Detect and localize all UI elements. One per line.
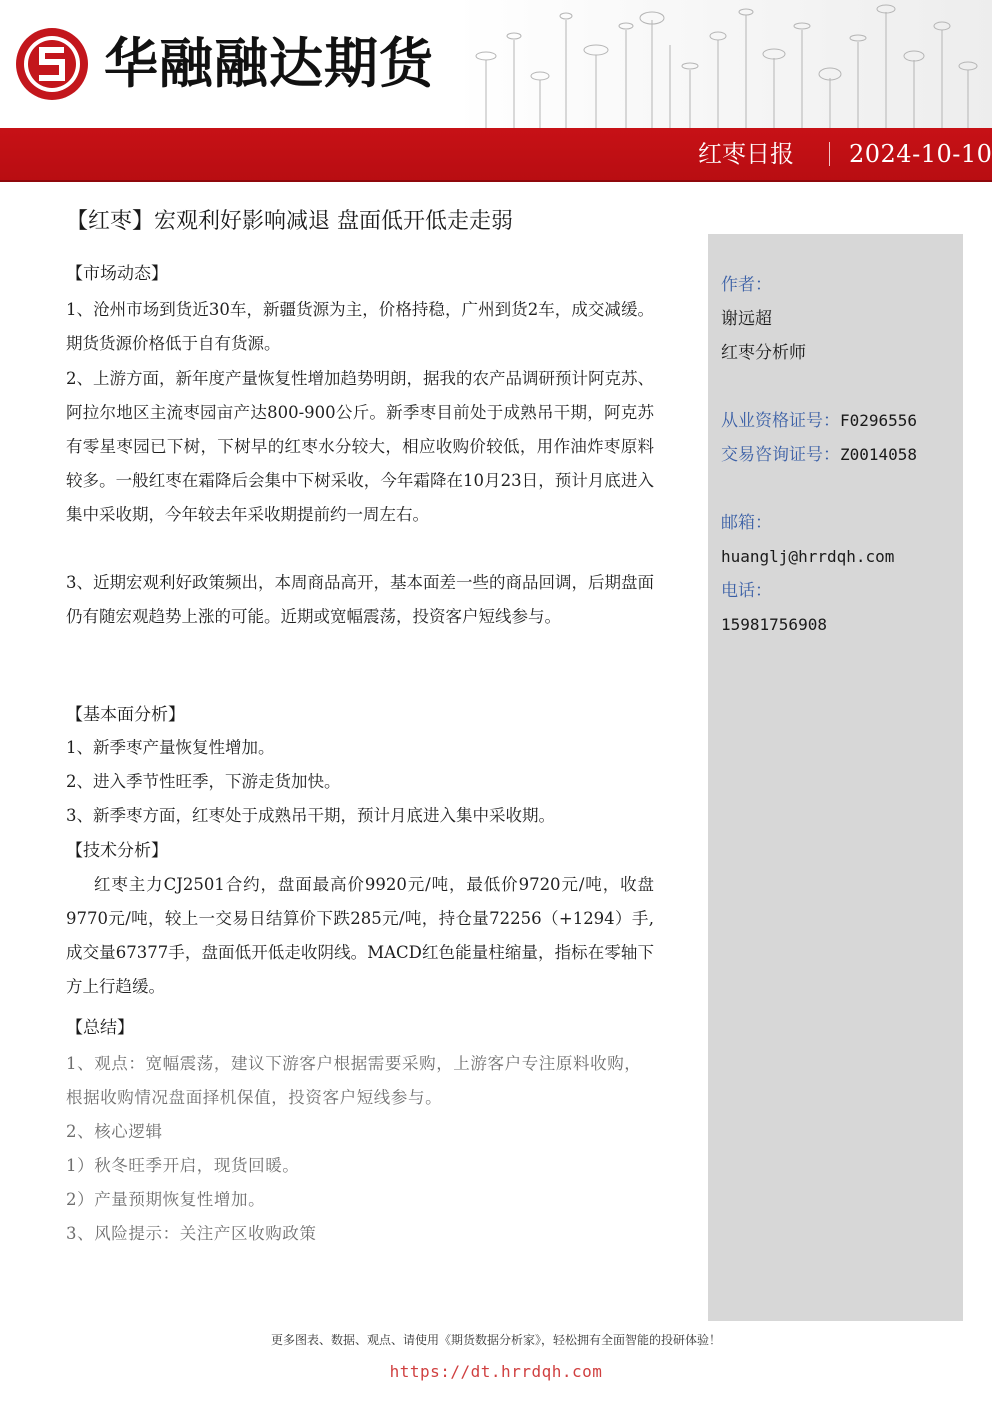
fundamental-item-3: 3、新季枣方面，红枣处于成熟吊干期，预计月底进入集中采收期。 [66, 806, 555, 825]
summary-item-5: 3、风险提示：关注产区收购政策 [66, 1224, 317, 1243]
consult-value: Z0014058 [840, 445, 918, 464]
consult-label: 交易咨询证号： [721, 445, 840, 465]
footer-note: 更多图表、数据、观点、请使用《期货数据分析家》，轻松拥有全面智能的投研体验！ [270, 1333, 721, 1347]
consult-row [721, 442, 917, 468]
summary-item-4: 2）产量预期恢复性增加。 [66, 1190, 266, 1209]
author-name: 谢远超 [721, 309, 772, 329]
summary-item-1: 1、观点：宽幅震荡，建议下游客户根据需要采购，上游客户专注原料收购，根据收购情况盘面择机保值，投资客户短线参与。 [66, 1054, 642, 1107]
email-value[interactable]: huanglj@hrrdqh.com [721, 547, 895, 566]
summary-item-3: 1）秋冬旺季开启，现货回暖。 [66, 1156, 300, 1175]
fundamental-item-2: 2、进入季节性旺季，下游走货加快。 [66, 772, 341, 791]
company-logo [8, 20, 448, 108]
market-item-2: 2、上游方面，新年度产量恢复性增加趋势明朗，据我的农产品调研预计阿克苏、阿拉尔地区主流枣园亩产达800-900公斤。新季枣目前处于成熟吊干期，阿克苏有零星枣园已下树，下树早的红枣水分较大，相应收购价较低，用作油炸枣原料较多。一般红枣在霜降后会集中下树采收，今年霜降在10月23日，预计月底进入集中采收期，今年较去年采收期提前约一周左右。 [66, 369, 654, 524]
market-item-3: 3、近期宏观利好政策频出，本周商品高开，基本面差一些的商品回调，后期盘面仍有随宏观趋势上涨的可能。近期或宽幅震荡，投资客户短线参与。 [66, 573, 654, 626]
technical-heading: 【技术分析】 [66, 841, 168, 861]
cert-label: 从业资格证号： [721, 411, 840, 431]
title-separator [829, 142, 830, 166]
footer-link[interactable]: https://dt.hrrdqh.com [389, 1362, 603, 1381]
cert-row [721, 408, 917, 434]
company-logo-icon [12, 24, 92, 104]
author-role: 红枣分析师 [721, 343, 806, 363]
article-headline: 【红枣】宏观利好影响减退 盘面低开低走走弱 [66, 209, 513, 234]
author-label: 作者： [721, 275, 772, 295]
title-bar [0, 128, 992, 182]
page-header [0, 0, 992, 182]
header-decoration [456, 0, 992, 128]
fundamental-item-1: 1、新季枣产量恢复性增加。 [66, 738, 275, 757]
phone-value: 15981756908 [721, 615, 827, 634]
report-date: 2024-10-10 [849, 140, 992, 168]
report-title: 红枣日报 [698, 140, 794, 168]
cert-value: F0296556 [840, 411, 918, 430]
market-item-1: 1、沧州市场到货近30车，新疆货源为主，价格持稳，广州到货2车，成交减缓。期货货源价格低于自有货源。 [66, 300, 654, 353]
summary-heading: 【总结】 [66, 1018, 134, 1038]
summary-item-2: 2、核心逻辑 [66, 1122, 163, 1141]
brand-name: 华融融达期货 [104, 32, 434, 95]
fundamental-heading: 【基本面分析】 [66, 705, 185, 725]
technical-text: 红枣主力CJ2501合约，盘面最高价9920元/吨，最低价9720元/吨，收盘9770元/吨，较上一交易日结算价下跌285元/吨，持仓量72256（+1294）手,成交量67377手，盘面低开低走收阴线。MACD红色能量柱缩量，指标在零轴下方上行趋缓。 [66, 875, 654, 996]
email-label: 邮箱： [721, 513, 772, 533]
author-sidebar [708, 234, 963, 1321]
market-heading: 【市场动态】 [66, 264, 168, 284]
phone-label: 电话： [721, 581, 772, 601]
